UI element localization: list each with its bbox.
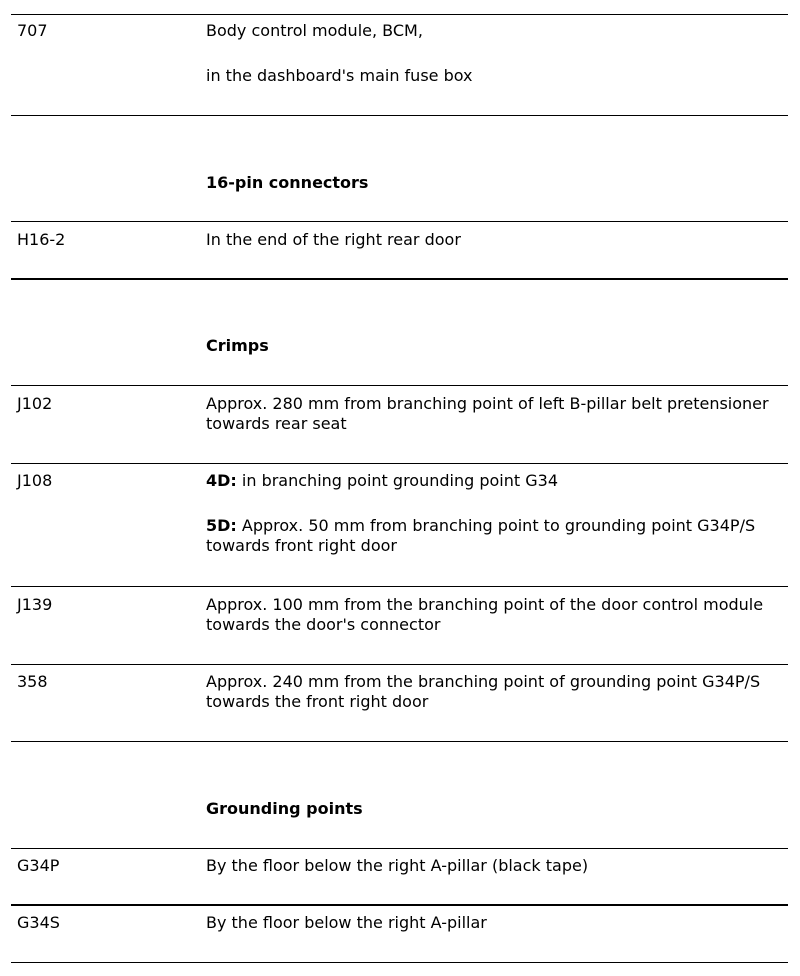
description-paragraph: Approx. 240 mm from the branching point of grounding point G34P/S towards the front right door xyxy=(206,672,761,711)
section-heading: Crimps xyxy=(206,336,269,355)
table-rule xyxy=(11,741,788,742)
table-rule xyxy=(11,463,788,464)
component-code: J139 xyxy=(17,595,53,614)
table-rule xyxy=(11,904,788,906)
section-heading: 16-pin connectors xyxy=(206,173,369,192)
table-rule xyxy=(11,115,788,116)
component-code: J108 xyxy=(17,471,53,490)
component-code: 358 xyxy=(17,672,48,691)
table-rule xyxy=(11,962,788,963)
description-paragraph: Approx. 100 mm from the branching point of the door control module towards the door's connector xyxy=(206,595,764,634)
description-paragraph: 4D: in branching point grounding point G34 xyxy=(206,471,558,490)
description-paragraph: Approx. 280 mm from branching point of left B-pillar belt pretensioner towards rear seat xyxy=(206,394,769,433)
description-paragraph: in the dashboard's main fuse box xyxy=(206,66,473,85)
component-code: J102 xyxy=(17,394,53,413)
component-description xyxy=(206,230,776,250)
description-paragraph: By the floor below the right A-pillar xyxy=(206,913,487,932)
component-description xyxy=(206,394,776,434)
table-rule xyxy=(11,586,788,587)
component-description xyxy=(206,471,776,556)
section-heading: Grounding points xyxy=(206,799,363,818)
component-description xyxy=(206,913,776,933)
description-paragraph: In the end of the right rear door xyxy=(206,230,461,249)
component-code: 707 xyxy=(17,21,48,40)
table-rule xyxy=(11,664,788,665)
component-description xyxy=(206,21,776,86)
component-code: G34P xyxy=(17,856,60,875)
table-rule xyxy=(11,278,788,280)
description-paragraph: By the floor below the right A-pillar (black tape) xyxy=(206,856,589,875)
description-paragraph: 5D: Approx. 50 mm from branching point to grounding point G34P/S towards front right door xyxy=(206,516,756,555)
table-rule xyxy=(11,385,788,386)
component-code: H16-2 xyxy=(17,230,66,249)
component-description xyxy=(206,856,776,876)
component-code: G34S xyxy=(17,913,60,932)
table-rule xyxy=(11,14,788,15)
table-rule xyxy=(11,221,788,222)
description-paragraph: Body control module, BCM, xyxy=(206,21,423,40)
component-description xyxy=(206,595,776,635)
table-rule xyxy=(11,848,788,849)
component-description xyxy=(206,672,776,712)
